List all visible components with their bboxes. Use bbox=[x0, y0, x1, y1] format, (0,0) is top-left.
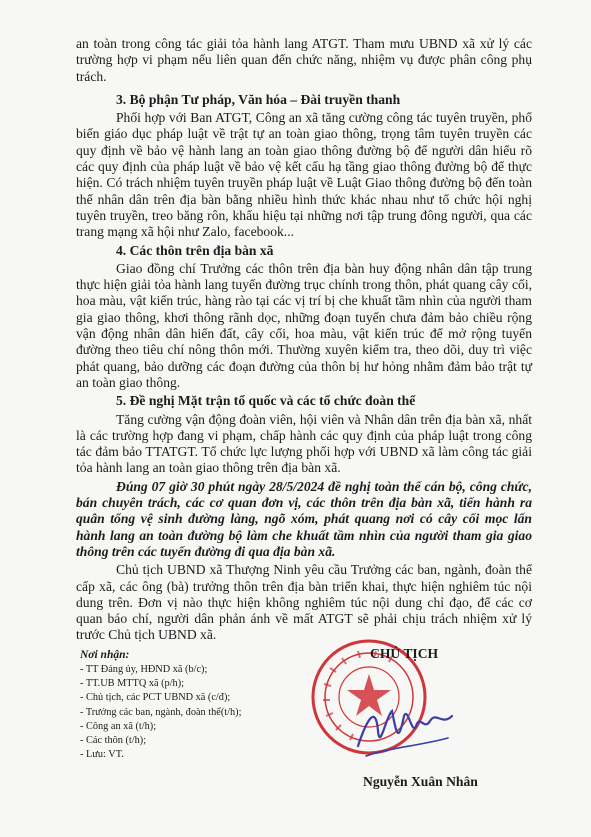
recipient-item: - Trưởng các ban, ngành, đoàn thể(t/h); bbox=[80, 706, 242, 718]
paragraph: Tăng cường vận động đoàn viên, hội viên và Nhân dân trên địa bàn xã, nhất là các trường hợp đang vi phạm, chấp hành các quy định của pháp luật trong công tác đảm bảo TTATGT. Tổ chức lực lượng phối hợp với UBND xã làm công tác giải tỏa hành lang an toàn giao thông trên địa bàn xã. bbox=[76, 411, 532, 476]
paragraph: Chủ tịch UBND xã Thượng Ninh yêu cầu Trưởng các ban, ngành, đoàn thể cấp xã, các ông (bà) trưởng thôn trên địa bàn triển khai, thực hiện nghiêm túc nội dung trên. Đơn vị nào thực hiện không nghiêm túc nội dung chỉ đạo, để các cơ quan báo chí, người dân phản ánh về mất ATGT sẽ phải chịu trách nhiệm xử lý trước Chủ tịch UBND xã. bbox=[76, 562, 532, 643]
paragraph: an toàn trong công tác giải tỏa hành lang ATGT. Tham mưu UBND xã xử lý các trường hợp vi phạm nếu liên quan đến chức năng, nhiệm vụ được phân công phụ trách. bbox=[76, 36, 532, 84]
recipient-item: - TT Đảng ủy, HĐND xã (b/c); bbox=[80, 664, 208, 675]
signer-title: CHỦ TỊCH bbox=[370, 646, 439, 661]
recipient-item: - TT.UB MTTQ xã (p/h); bbox=[80, 678, 184, 690]
paragraph: Giao đồng chí Trưởng các thôn trên địa bàn huy động nhân dân tập trung thực hiện giải tỏa hành lang tuyến đường trục chính trong thôn, phát quang cây cối, hoa màu, vật kiến trúc, hàng rào tại các vị trí bị che khuất tầm nhìn của người tham gia giao thông, khơi thông rãnh dọc, những đoạn tuyến chưa đảm bảo chiều rộng vận động nhân dân hiến đất, cây cối, hoa màu, vật kiến trúc để mở rộng tuyến đường theo tiêu chí nông thôn mới. Thường xuyên kiểm tra, theo dõi, duy trì việc phát quang, bảo dưỡng các đoạn đường của thôn bị hư hỏng nhằm đảm bảo trật tự an toàn giao thông. bbox=[76, 260, 532, 390]
recipient-item: - Lưu: VT. bbox=[80, 749, 124, 761]
paragraph: Phối hợp với Ban ATGT, Công an xã tăng cường công tác tuyên truyền, phổ biến giáo dục pháp luật về trật tự an toàn giao thông, trọng tâm tuyên truyền các quy định về bảo vệ hành lang an toàn giao thông đường bộ để người dân hiểu rõ các quy định của pháp luật về bảo vệ kết cấu hạ tầng giao thông đường bộ để thực hiện. Có trách nhiệm tuyên truyền pháp luật về Luật Giao thông đường bộ đến toàn thể nhân dân trên địa bàn bằng nhiều hình thức khác nhau như tổ chức hội nghị tuyên truyền, treo băng rôn, khẩu hiệu tại những nơi tập trung đông người, qua các trang mạng xã hội như Zalo, facebook... bbox=[76, 110, 532, 240]
recipient-item: - Các thôn (t/h); bbox=[80, 735, 147, 747]
section-heading: 3. Bộ phận Tư pháp, Văn hóa – Đài truyền thanh bbox=[116, 91, 401, 107]
body-text bbox=[76, 36, 532, 644]
recipients-title: Nơi nhận: bbox=[80, 649, 130, 661]
section-heading: 4. Các thôn trên địa bàn xã bbox=[116, 242, 274, 258]
document-footer bbox=[80, 648, 550, 828]
signer-name: Nguyễn Xuân Nhân bbox=[363, 774, 478, 789]
recipients-list bbox=[80, 663, 310, 762]
paragraph: Đúng 07 giờ 30 phút ngày 28/5/2024 đề nghị toàn thể cán bộ, công chức, bán chuyên trách, các cơ quan đơn vị, các thôn trên địa bàn xã, tiến hành ra quân tổng vệ sinh đường làng, ngõ xóm, phát quang nơi có cây cối mọc lấn hành lang an toàn đường bộ làm che khuất tầm nhìn của người tham gia giao thông trên các tuyến đường đi qua địa bàn xã. bbox=[76, 478, 532, 559]
signature-icon bbox=[348, 676, 468, 776]
recipients-block bbox=[80, 648, 310, 762]
recipient-item: - Công an xã (t/h); bbox=[80, 720, 157, 732]
recipient-item: - Chủ tịch, các PCT UBND xã (c/đ); bbox=[80, 692, 231, 704]
section-heading: 5. Đề nghị Mặt trận tổ quốc và các tổ chức đoàn thể bbox=[116, 393, 416, 409]
